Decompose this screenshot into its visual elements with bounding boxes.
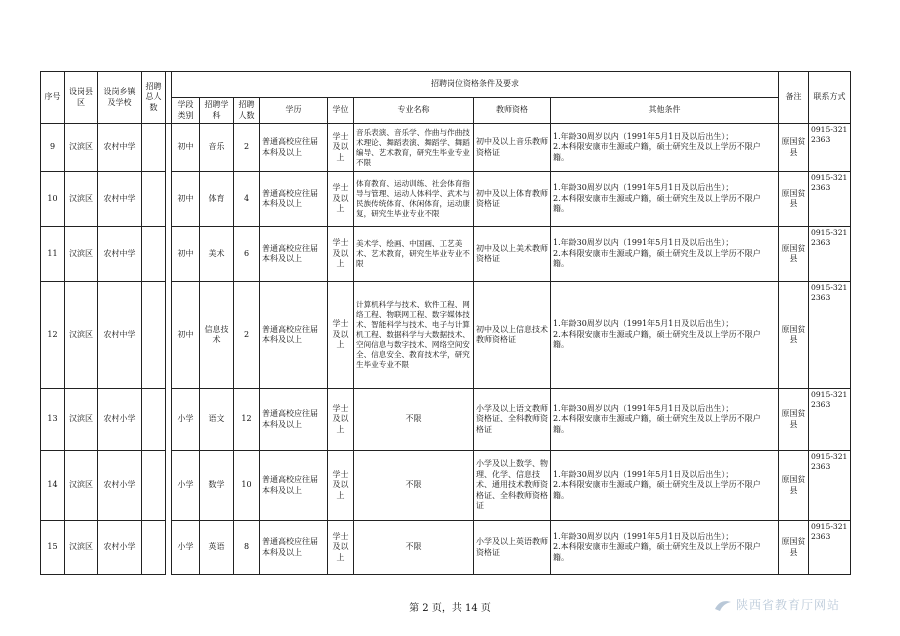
cell-county: 汉滨区: [65, 124, 98, 172]
cell-contact: 0915-3212363: [809, 124, 851, 172]
cell-contact: 0915-3212363: [809, 227, 851, 282]
other-line-1: 1.年龄30周岁以内（1991年5月1日及以后出生）；: [553, 183, 734, 193]
cell-level: 小学: [172, 389, 200, 451]
cell-remark: 原国贫县: [779, 227, 809, 282]
other-line-1: 1.年龄30周岁以内（1991年5月1日及以后出生）；: [553, 131, 734, 141]
watermark: [714, 596, 840, 613]
cell-degree: 学士及以上: [328, 521, 354, 575]
cell-major: 不限: [354, 389, 474, 451]
cell-qualification: 初中及以上体育教师资格证: [474, 172, 551, 227]
table-row: [41, 451, 851, 521]
cell-total: [142, 521, 166, 575]
header-degree: 学位: [328, 98, 354, 124]
other-line-1: 1.年龄30周岁以内（1991年5月1日及以后出生）；: [553, 403, 734, 413]
cell-school: 农村中学: [98, 172, 142, 227]
header-subject: 招聘学科: [200, 98, 234, 124]
cell-county: 汉滨区: [65, 227, 98, 282]
cell-education: 普通高校应往届本科及以上: [260, 172, 328, 227]
cell-remark: 原国贫县: [779, 172, 809, 227]
cell-subject: 信息技术: [200, 282, 234, 389]
recruitment-table: [40, 71, 851, 575]
other-line-2: 2.本科限安康市生源或户籍，硕士研究生及以上学历不限户籍。: [553, 142, 761, 162]
header-other: 其他条件: [551, 98, 779, 124]
cell-level: 小学: [172, 451, 200, 521]
cell-qualification: 小学及以上语文教师资格证、全科教师资格证: [474, 389, 551, 451]
other-line-1: 1.年龄30周岁以内（1991年5月1日及以后出生）；: [553, 238, 734, 248]
header-major: 专业名称: [354, 98, 474, 124]
cell-degree: 学士及以上: [328, 282, 354, 389]
cell-qualification: 初中及以上信息技术教师资格证: [474, 282, 551, 389]
cell-remark: 原国贫县: [779, 124, 809, 172]
cell-contact: 0915-3212363: [809, 172, 851, 227]
cell-other: [551, 124, 779, 172]
cell-degree: 学士及以上: [328, 124, 354, 172]
cell-school: 农村小学: [98, 451, 142, 521]
cell-seq: 14: [41, 451, 65, 521]
cell-remark: 原国贫县: [779, 521, 809, 575]
cell-contact: 0915-3212363: [809, 389, 851, 451]
table-row: [41, 227, 851, 282]
cell-other: [551, 282, 779, 389]
cell-major: 美术学、绘画、中国画、工艺美术、艺术教育，研究生毕业专业不限: [354, 227, 474, 282]
cell-county: 汉滨区: [65, 389, 98, 451]
cell-degree: 学士及以上: [328, 389, 354, 451]
cell-degree: 学士及以上: [328, 227, 354, 282]
cell-county: 汉滨区: [65, 282, 98, 389]
header-contact: 联系方式: [809, 72, 851, 124]
cell-school: 农村小学: [98, 521, 142, 575]
table-row: [41, 172, 851, 227]
cell-education: 普通高校应往届本科及以上: [260, 389, 328, 451]
header-total: 招聘总人数: [142, 72, 166, 124]
cell-seq: 10: [41, 172, 65, 227]
header-level: 学段类别: [172, 98, 200, 124]
cell-seq: 13: [41, 389, 65, 451]
cell-qualification: 初中及以上美术教师资格证: [474, 227, 551, 282]
table-row: [41, 389, 851, 451]
cell-level: 初中: [172, 172, 200, 227]
header-remark: 备注: [779, 72, 809, 124]
other-line-1: 1.年龄30周岁以内（1991年5月1日及以后出生）；: [553, 319, 734, 329]
cell-education: 普通高校应往届本科及以上: [260, 282, 328, 389]
site-logo-icon: [714, 598, 732, 612]
cell-major: 不限: [354, 451, 474, 521]
cell-school: 农村中学: [98, 227, 142, 282]
cell-count: 2: [234, 124, 260, 172]
cell-other: [551, 389, 779, 451]
cell-contact: 0915-3212363: [809, 282, 851, 389]
other-line-2: 2.本科限安康市生源或户籍，硕士研究生及以上学历不限户籍。: [553, 248, 761, 269]
cell-total: [142, 172, 166, 227]
cell-subject: 语文: [200, 389, 234, 451]
cell-seq: 15: [41, 521, 65, 575]
other-line-2: 2.本科限安康市生源或户籍，硕士研究生及以上学历不限户籍。: [553, 542, 761, 562]
cell-major: 不限: [354, 521, 474, 575]
cell-subject: 英语: [200, 521, 234, 575]
other-line-1: 1.年龄30周岁以内（1991年5月1日及以后出生）；: [553, 469, 734, 479]
cell-other: [551, 451, 779, 521]
cell-seq: 11: [41, 227, 65, 282]
header-count: 招聘人数: [234, 98, 260, 124]
cell-remark: 原国贫县: [779, 451, 809, 521]
header-education: 学历: [260, 98, 328, 124]
cell-degree: 学士及以上: [328, 451, 354, 521]
cell-count: 8: [234, 521, 260, 575]
cell-subject: 体育: [200, 172, 234, 227]
cell-major: 体育教育、运动训练、社会体育指导与管理、运动人体科学、武术与民族传统体育、休闲体育，运动康复，研究生毕业专业不限: [354, 172, 474, 227]
page-number: 第 2 页，共 14 页: [409, 603, 491, 614]
other-line-2: 2.本科限安康市生源或户籍，硕士研究生及以上学历不限户籍。: [553, 414, 761, 434]
cell-total: [142, 451, 166, 521]
cell-count: 4: [234, 172, 260, 227]
cell-major: 音乐表演、音乐学、作曲与作曲技术理论、舞蹈表演、舞蹈学、舞蹈编导、艺术教育，研究生毕业专业不限: [354, 124, 474, 172]
header-qualification: 教师资格: [474, 98, 551, 124]
cell-total: [142, 282, 166, 389]
cell-qualification: 小学及以上数学、物理、化学、信息技术、通用技术教师资格证、全科教师资格证: [474, 451, 551, 521]
cell-count: 10: [234, 451, 260, 521]
cell-total: [142, 124, 166, 172]
cell-subject: 数学: [200, 451, 234, 521]
cell-total: [142, 389, 166, 451]
cell-count: 6: [234, 227, 260, 282]
cell-total: [142, 227, 166, 282]
cell-county: 汉滨区: [65, 451, 98, 521]
other-line-2: 2.本科限安康市生源或户籍，硕士研究生及以上学历不限户籍。: [553, 480, 761, 500]
cell-education: 普通高校应往届本科及以上: [260, 227, 328, 282]
cell-other: [551, 521, 779, 575]
cell-level: 初中: [172, 227, 200, 282]
cell-seq: 9: [41, 124, 65, 172]
cell-subject: 音乐: [200, 124, 234, 172]
header-county: 设岗县区: [65, 72, 98, 124]
table-row: [41, 521, 851, 575]
cell-school: 农村小学: [98, 389, 142, 451]
table-row: [41, 282, 851, 389]
header-conditions: 招聘岗位资格条件及要求: [172, 72, 779, 98]
cell-education: 普通高校应往届本科及以上: [260, 124, 328, 172]
other-line-2: 2.本科限安康市生源或户籍，硕士研究生及以上学历不限户籍。: [553, 329, 761, 350]
cell-count: 12: [234, 389, 260, 451]
other-line-2: 2.本科限安康市生源或户籍，硕士研究生及以上学历不限户籍。: [553, 193, 761, 214]
cell-remark: 原国贫县: [779, 282, 809, 389]
cell-degree: 学士及以上: [328, 172, 354, 227]
watermark-text: 陕西省教育厅网站: [736, 598, 841, 612]
cell-remark: 原国贫县: [779, 389, 809, 451]
cell-major: 计算机科学与技术、软件工程、网络工程、物联网工程、数字媒体技术、智能科学与技术、电子与计算机工程、数据科学与大数据技术、空间信息与数字技术、网络空间安全、信息安全、教育技术学，研究生毕业专业不限: [354, 282, 474, 389]
cell-contact: 0915-3212363: [809, 451, 851, 521]
cell-county: 汉滨区: [65, 521, 98, 575]
header-school: 设岗乡镇及学校: [98, 72, 142, 124]
cell-level: 初中: [172, 282, 200, 389]
cell-contact: 0915-3212363: [809, 521, 851, 575]
table-row: [41, 124, 851, 172]
cell-level: 初中: [172, 124, 200, 172]
cell-education: 普通高校应往届本科及以上: [260, 451, 328, 521]
cell-education: 普通高校应往届本科及以上: [260, 521, 328, 575]
cell-school: 农村中学: [98, 282, 142, 389]
cell-level: 小学: [172, 521, 200, 575]
cell-school: 农村中学: [98, 124, 142, 172]
cell-qualification: 小学及以上英语教师资格证: [474, 521, 551, 575]
cell-other: [551, 227, 779, 282]
cell-subject: 美术: [200, 227, 234, 282]
cell-count: 2: [234, 282, 260, 389]
cell-seq: 12: [41, 282, 65, 389]
cell-other: [551, 172, 779, 227]
other-line-1: 1.年龄30周岁以内（1991年5月1日及以后出生）；: [553, 531, 734, 541]
cell-qualification: 初中及以上音乐教师资格证: [474, 124, 551, 172]
header-seq: 序号: [41, 72, 65, 124]
cell-county: 汉滨区: [65, 172, 98, 227]
